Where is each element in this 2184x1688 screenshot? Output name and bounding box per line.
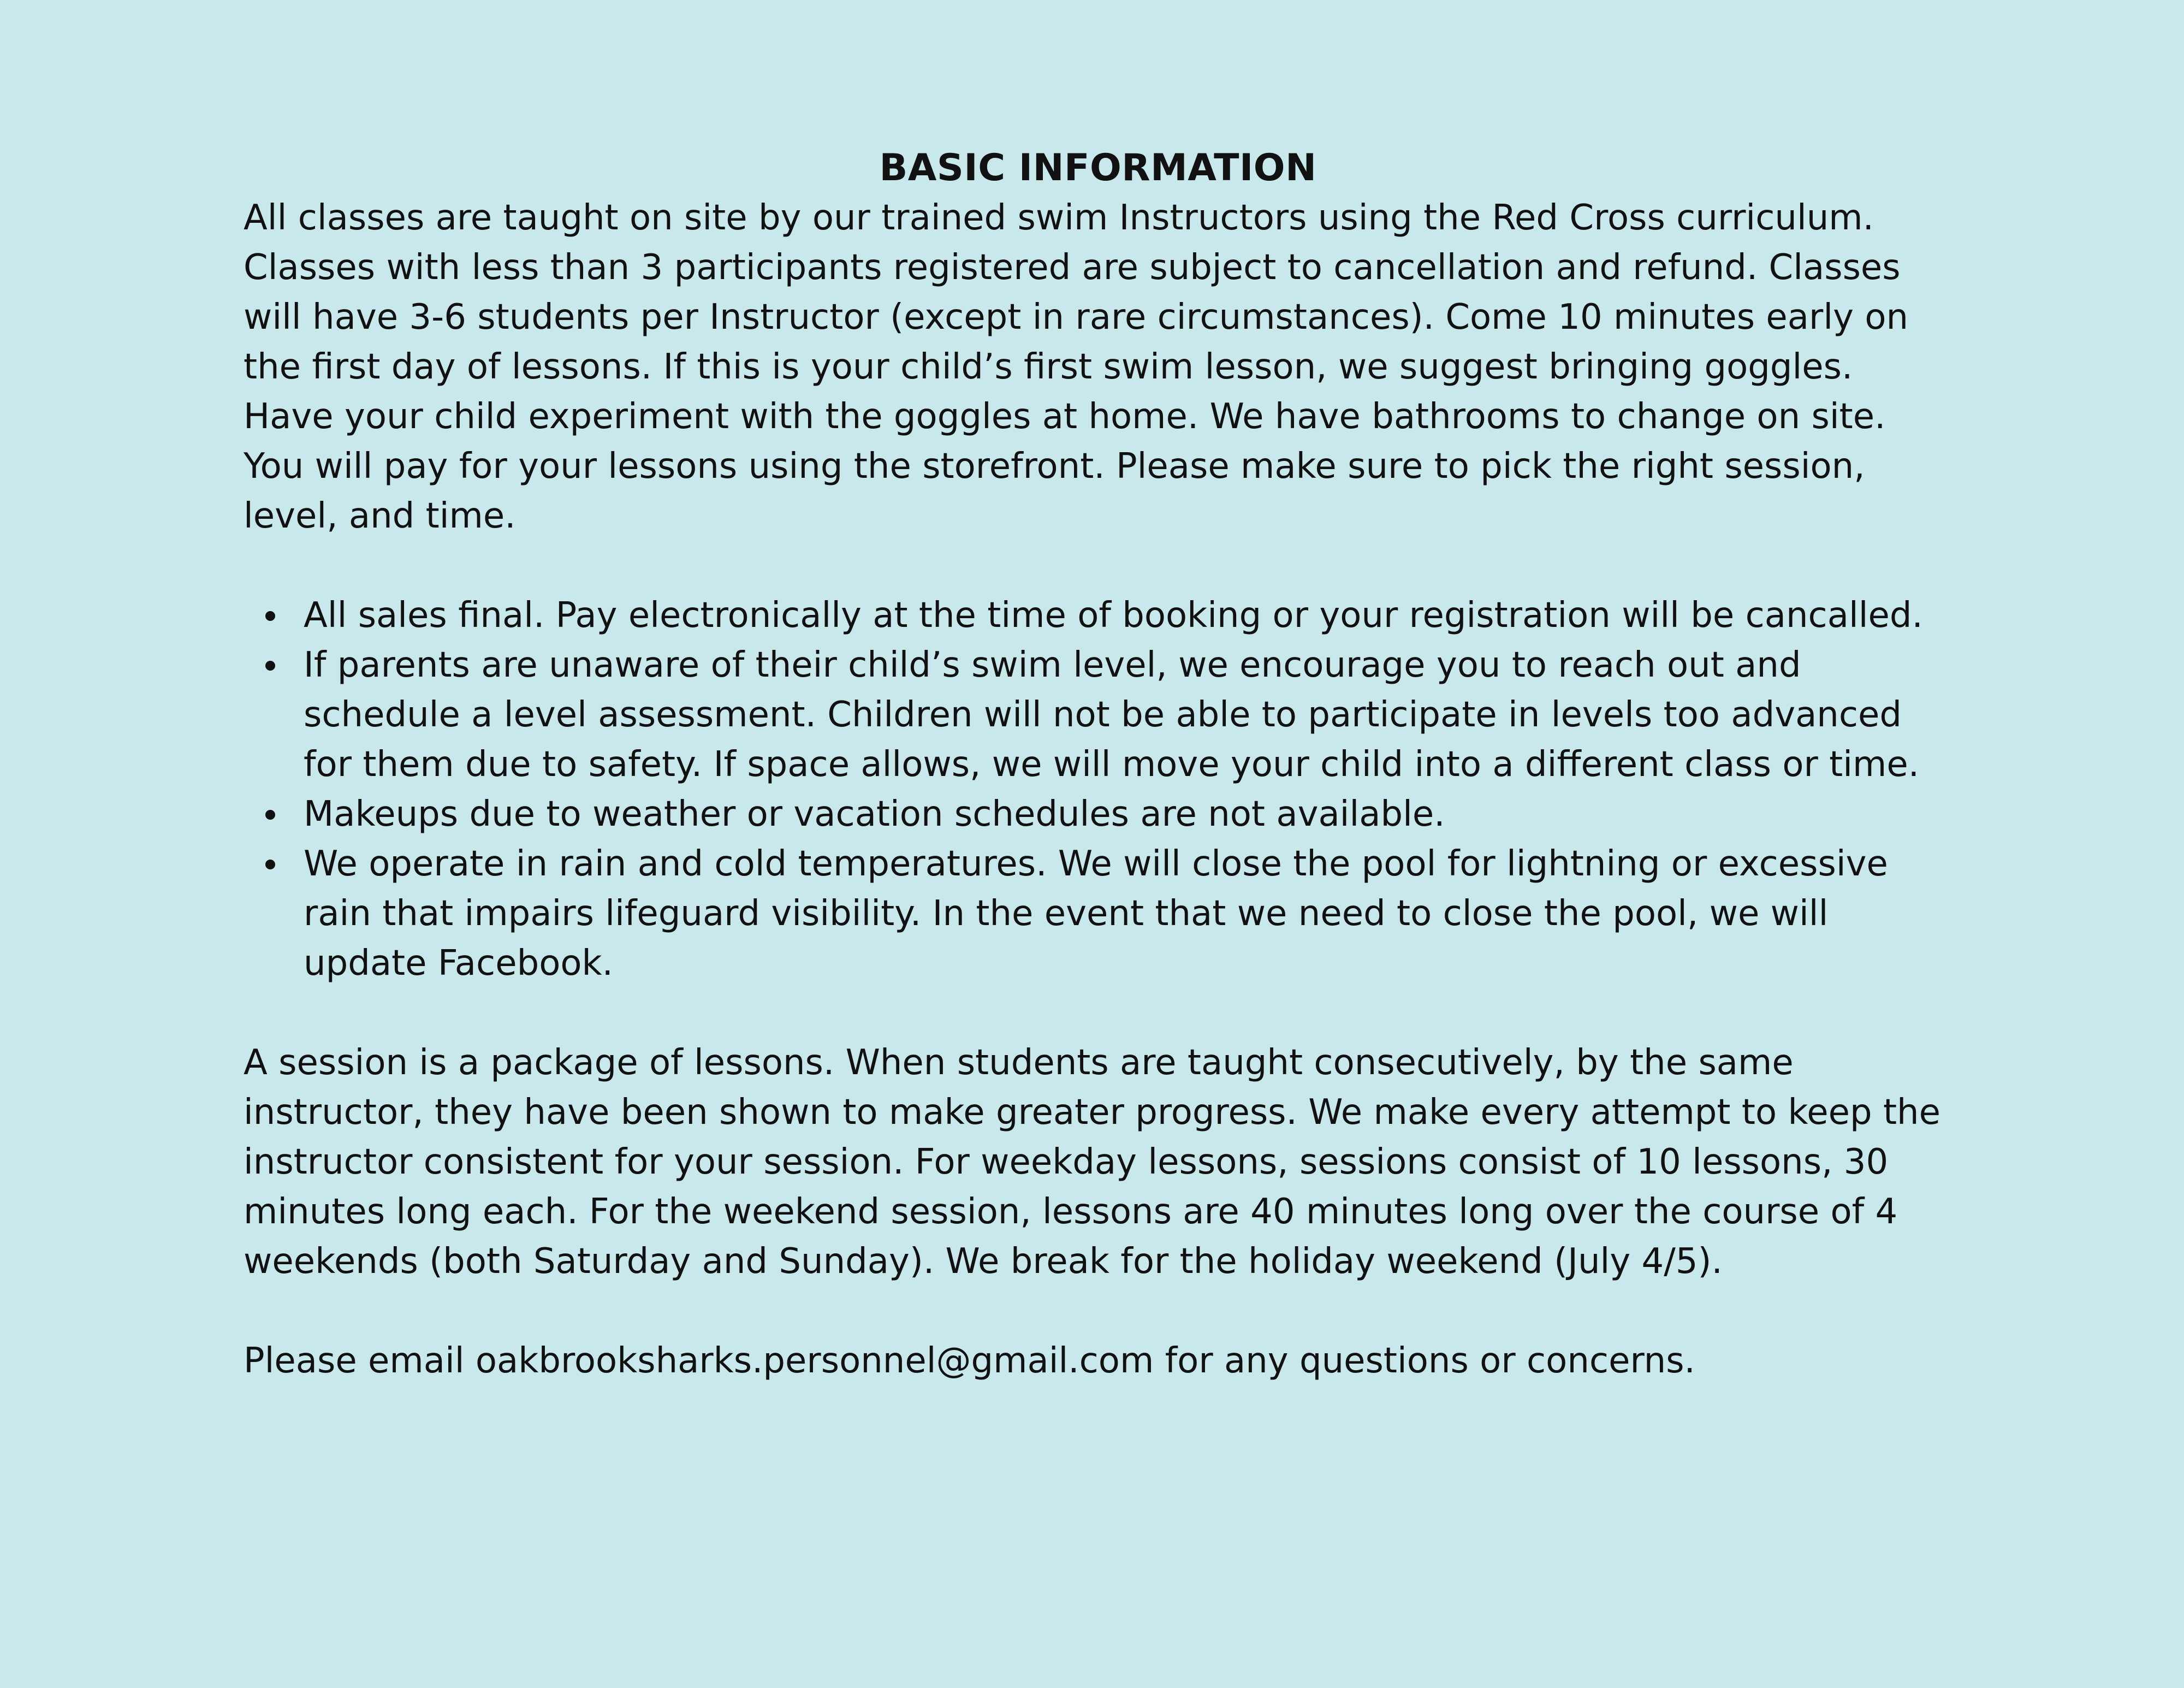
list-item bbox=[244, 591, 1952, 641]
list-item-text: All sales final. Pay electronically at the time of booking or your registration will be cancalled. bbox=[304, 595, 1923, 636]
bullet-icon bbox=[265, 661, 275, 671]
policy-list bbox=[244, 591, 1952, 988]
intro-paragraph: All classes are taught on site by our trained swim Instructors using the Red Cross curriculum. Classes with less than 3 participants registered are subject to cancellation and refund. Classes will have 3-6 students per Instructor (except in rare circumstances). Come 10 minutes early on the first day of lessons. If this is your child’s first swim lesson, we suggest bringing goggles. Have your child experiment with the goggles at home. We have bathrooms to change on site. You will pay for your lessons using the storefront. Please make sure to pick the right session, level, and time. bbox=[244, 198, 1909, 536]
list-item-text: If parents are unaware of their child’s swim level, we encourage you to reach out and schedule a level assessment. Children will not be able to participate in levels too advanced for them due to safety. If space allows, we will move your child into a different class or time. bbox=[304, 645, 1920, 785]
session-paragraph: A session is a package of lessons. When students are taught consecutively, by the same instructor, they have been shown to make greater progress. We make every attempt to keep the instructor consistent for your session. For weekday lessons, sessions consist of 10 lessons, 30 minutes long each. For the weekend session, lessons are 40 minutes long over the course of 4 weekends (both Saturday and Sunday). We break for the holiday weekend (July 4/5). bbox=[244, 1043, 1940, 1282]
spacer bbox=[244, 541, 1952, 591]
bullet-icon bbox=[265, 611, 275, 621]
spacer bbox=[244, 1287, 1952, 1336]
page-title: BASIC INFORMATION bbox=[879, 146, 1317, 189]
list-item bbox=[244, 790, 1952, 839]
contact-paragraph: Please email oakbrooksharks.personnel@gmail.com for any questions or concerns. bbox=[244, 1341, 1695, 1381]
list-item-text: Makeups due to weather or vacation schedules are not available. bbox=[304, 794, 1445, 834]
spacer bbox=[244, 988, 1952, 1038]
list-item bbox=[244, 641, 1952, 790]
bullet-icon bbox=[265, 810, 275, 820]
list-item-text: We operate in rain and cold temperatures. We will close the pool for lightning or excessive rain that impairs lifeguard visibility. In the event that we need to close the pool, we will update Facebook. bbox=[304, 844, 1888, 984]
document-content bbox=[244, 143, 1952, 1386]
list-item bbox=[244, 839, 1952, 988]
bullet-icon bbox=[265, 860, 275, 869]
